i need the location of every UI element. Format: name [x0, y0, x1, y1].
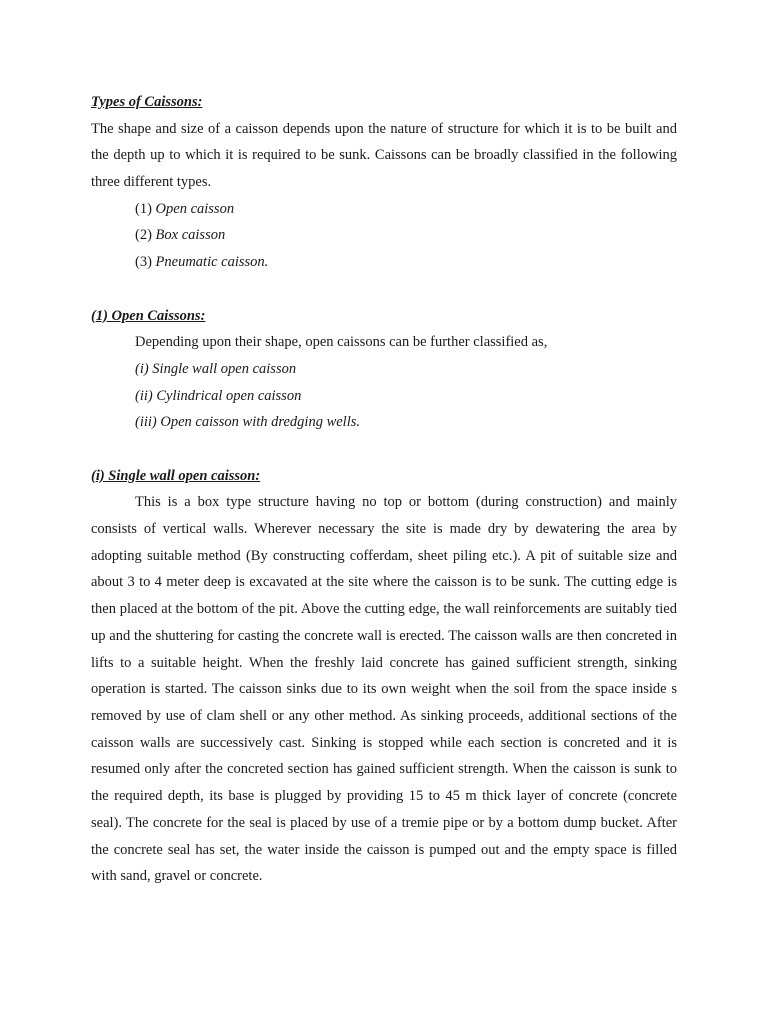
- open-caissons-intro: Depending upon their shape, open caissons can be further classified as,: [135, 334, 548, 351]
- section-heading-open-caissons: (1) Open Caissons:: [91, 307, 206, 324]
- open-caissons-list-item: (ii) Cylindrical open caisson: [135, 387, 302, 404]
- types-list-item: [91, 222, 677, 249]
- list-label: Box caisson: [155, 227, 226, 244]
- list-number: (1): [135, 200, 152, 217]
- list-number: (3): [135, 254, 152, 271]
- list-label: Pneumatic caisson.: [155, 254, 269, 271]
- types-intro-paragraph: The shape and size of a caisson depends upon the nature of structure for which it is to be built and the depth up to which it is required to be sunk. Caissons can be broadly classified in the following three different types.: [91, 120, 677, 191]
- spacer: [91, 276, 677, 303]
- list-label: Open caisson: [155, 200, 235, 217]
- open-caissons-list-item: (iii) Open caisson with dredging wells.: [135, 414, 361, 431]
- types-list-item: [91, 196, 677, 223]
- types-list-item: [91, 249, 677, 276]
- section-heading-single-wall: (i) Single wall open caisson:: [91, 467, 261, 484]
- spacer: [91, 436, 677, 463]
- document-page: [91, 89, 677, 890]
- single-wall-body-paragraph: This is a box type structure having no top or bottom (during construction) and mainly consists of vertical walls. Wherever necessary the site is made dry by dewatering the area by adopting suitable method (By constructing cofferdam, sheet piling etc.). A pit of suitable size and about 3 to 4 meter deep is excavated at the site where the caisson is to be sunk. The cutting edge is then placed at the bottom of the pit. Above the cutting edge, the wall reinforcements are suitably tied up and the shuttering for casting the concrete wall is erected. The caisson walls are then concreted in lifts to a suitable height. When the freshly laid concrete has gained sufficient strength, sinking operation is started. The caisson sinks due to its own weight when the soil from the space inside s removed by use of clam shell or any other method. As sinking proceeds, additional sections of the caisson walls are successively cast. Sinking is stopped while each section is concreted and it is resumed only after the concreted section has gained sufficient strength. When the caisson is sunk to the required depth, its base is plugged by providing 15 to 45 m thick layer of concrete (concrete seal). The concrete for the seal is placed by use of a tremie pipe or by a bottom dump bucket. After the concrete seal has set, the water inside the caisson is pumped out and the empty space is filled with sand, gravel or concrete.: [91, 494, 677, 885]
- open-caissons-list-item: (i) Single wall open caisson: [135, 360, 297, 377]
- section-heading-types: Types of Caissons:: [91, 94, 203, 110]
- list-number: (2): [135, 227, 152, 244]
